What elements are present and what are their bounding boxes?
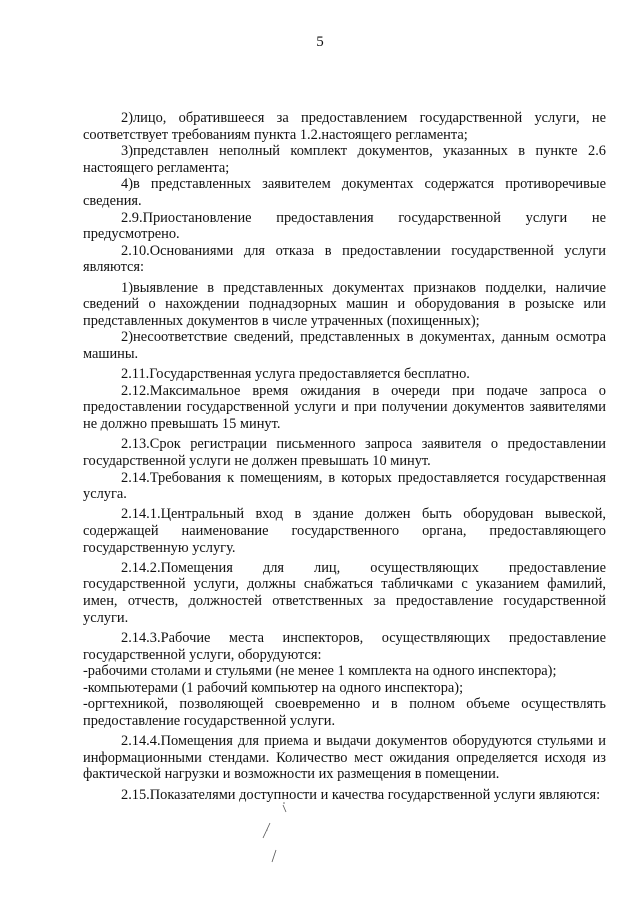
list-item-desks: -рабочими столами и стульями (не менее 1 комплекта на одного инспектора); [83, 663, 557, 680]
paragraph-2-14-2: 2.14.2.Помещения для лиц, осуществляющих предоставление государственной услуги, должны снабжаться табличками с указанием фамилий, имен, отчеств, должностей ответственных за предоставление государственной услуги. [83, 559, 606, 626]
paragraph-2-11: 2.11.Государственная услуга предоставляется бесплатно. [121, 366, 470, 383]
paragraph-2-9: 2.9.Приостановление предоставления государственной услуги не предусмотрено. [83, 209, 606, 243]
paragraph-item-2: 2)лицо, обратившееся за предоставлением государственной услуги, не соответствует требованиям пункта 1.2.настоящего регламента; [83, 110, 606, 143]
paragraph-2-15: 2.15.Показателями доступности и качества государственной услуги являются: [121, 786, 601, 803]
list-item-office-equipment: -оргтехникой, позволяющей своевременно и в полном объеме осуществлять предоставление государственной услуги. [83, 696, 606, 729]
paragraph-refusal-item-2: 2)несоответствие сведений, представленных в документах, данным осмотра машины. [83, 329, 606, 362]
paragraph-item-3: 3)представлен неполный комплект документов, указанных в пункте 2.6 настоящего регламента; [83, 143, 606, 176]
paragraph-2-13: 2.13.Срок регистрации письменного запроса заявителя о предоставлении государственной услуги не должен превышать 10 минут. [83, 436, 606, 469]
scan-dot-1 [283, 802, 285, 804]
list-item-computers: -компьютерами (1 рабочий компьютер на одного инспектора); [83, 679, 464, 696]
stray-mark-1 [283, 805, 286, 812]
page-number: 5 [316, 34, 324, 50]
paragraph-2-14-3: 2.14.3.Рабочие места инспекторов, осуществляющих предоставление государственной услуги, оборудуются: [83, 629, 606, 663]
paragraph-2-12: 2.12.Максимальное время ожидания в очереди при подаче запроса о предоставлении государственной услуги и при получении документов заявителями не должно превышать 15 минут. [83, 382, 606, 433]
paragraph-2-14-4: 2.14.4.Помещения для приема и выдачи документов оборудуются стульями и информационными стендами. Количество мест ожидания определяется исходя из фактической нагрузки и возможности их размещения в помещении. [83, 733, 606, 783]
paragraph-2-10: 2.10.Основаниями для отказа в предоставлении государственной услуги являются: [83, 242, 606, 276]
stray-mark-2 [263, 823, 270, 838]
scan-dot-2 [266, 829, 267, 830]
paragraph-item-4: 4)в представленных заявителем документах содержатся противоречивые сведения. [83, 176, 606, 209]
paragraph-2-14: 2.14.Требования к помещениям, в которых предоставляется государственная услуга. [83, 469, 606, 503]
stray-mark-3 [272, 850, 276, 862]
paragraph-2-14-1: 2.14.1.Центральный вход в здание должен быть оборудован вывеской, содержащей наименование государственного органа, предоставляющего государственную услугу. [83, 506, 606, 556]
paragraph-refusal-item-1: 1)выявление в представленных документах признаков подделки, наличие сведений о нахождении поднадзорных машин и оборудования в розыске или представленных документов в числе утраченных (похищенных); [83, 279, 606, 329]
